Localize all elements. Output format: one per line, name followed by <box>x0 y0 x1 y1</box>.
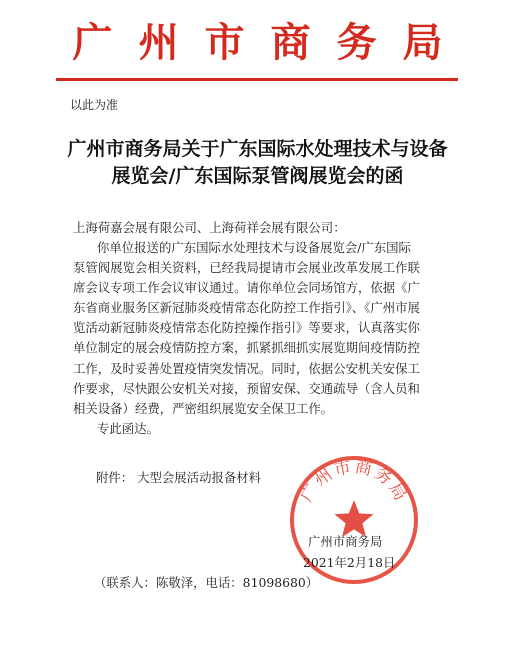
body-line-5: 览活动新冠肺炎疫情常态化防控操作指引》等要求，认真落实你 <box>73 320 420 336</box>
body-line-8: 作要求，尽快跟公安机关对接，预留安保、交通疏导（含人员和 <box>73 380 420 396</box>
issue-date: 2021年2月18日 <box>303 555 396 570</box>
body-line-4: 东省商业服务区新冠肺炎疫情常态化防控工作指引》、《广州市展 <box>73 300 420 316</box>
body-line-1: 你单位报送的广东国际水处理技术与设备展览会/广东国际 <box>97 240 411 255</box>
svg-text:广州市商务局: 广州市商务局 <box>296 456 412 506</box>
body-line-2: 泵管阀展览会相关资料，已经我局提请市会展业改革发展工作联 <box>73 260 420 276</box>
body-line-9: 相关设备）经费，严密组织展览安全保卫工作。 <box>73 400 334 416</box>
document-title-line-1: 广州市商务局关于广东国际水处理技术与设备 <box>67 138 448 160</box>
contact-line: （联系人：陈敬泽，电话：81098680） <box>94 575 319 590</box>
stamp-note: 以此为准 <box>70 98 119 112</box>
letter-body <box>73 238 453 439</box>
attachment-line: 附件： 大型会展活动报备材料 <box>96 470 262 485</box>
body-line-3: 席会议专项工作会议审议通过。请你单位会同场馆方，依据《广 <box>73 280 420 296</box>
issuer-name: 广州市商务局 <box>308 534 383 549</box>
document-title-line-2: 展览会/广东国际泵管阀展览会的函 <box>111 165 404 187</box>
letterhead-red-rule <box>56 78 458 81</box>
closing-line: 专此函达。 <box>97 420 159 436</box>
body-line-6: 单位制定的展会疫情防控方案，抓紧抓细抓实展览期间疫情防控 <box>73 340 420 356</box>
body-line-7: 工作，及时妥善处置疫情突发情况。同时，依据公安机关安保工 <box>73 360 420 376</box>
recipient-line: 上海荷嘉会展有限公司、上海荷祥会展有限公司： <box>73 220 346 235</box>
letterhead-org: 广州市商务局 <box>72 19 469 66</box>
document-title <box>40 136 475 190</box>
